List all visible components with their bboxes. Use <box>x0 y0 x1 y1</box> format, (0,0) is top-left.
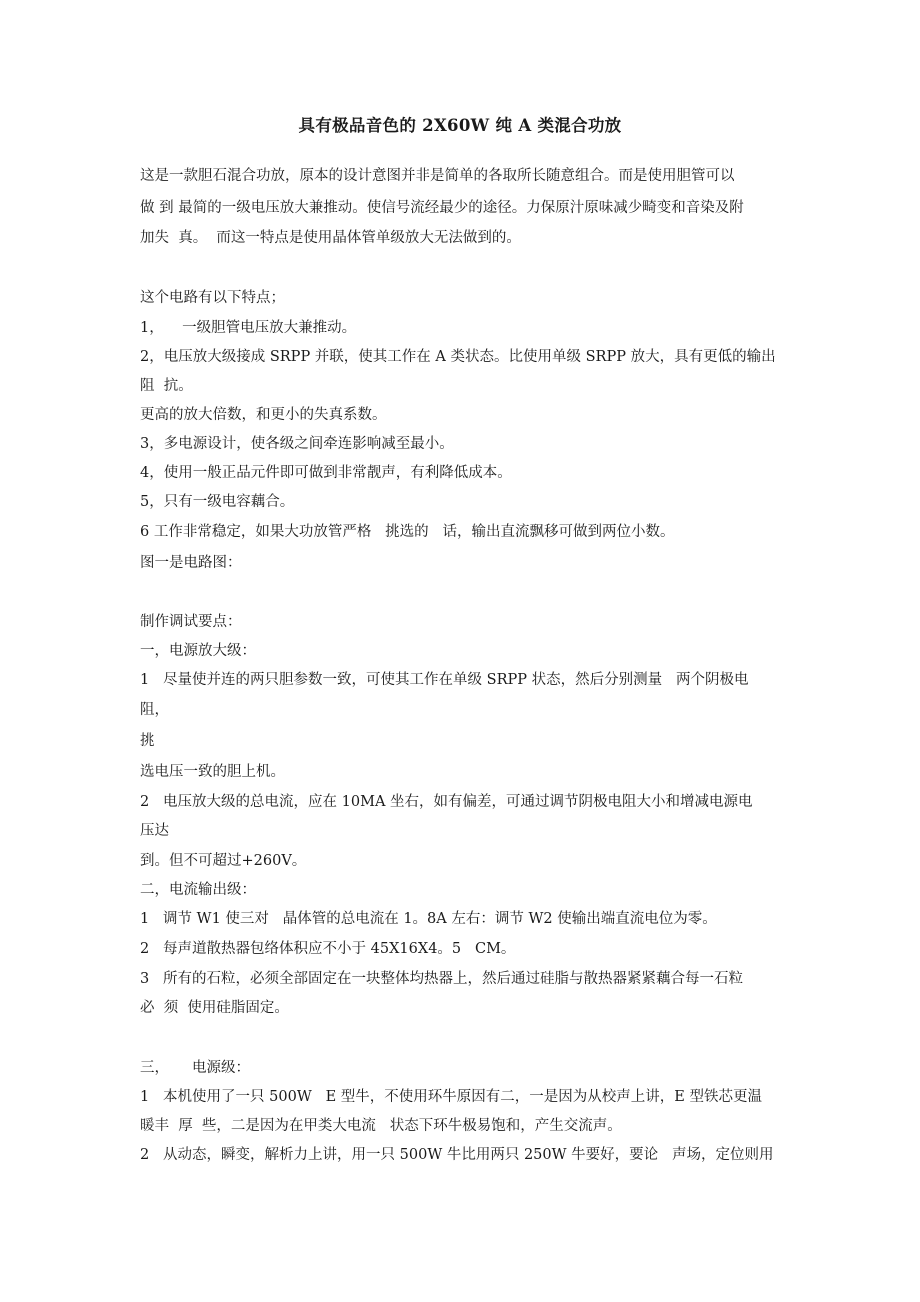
section-2-item-3-cont: 必 须 使用硅脂固定。 <box>140 1000 289 1016</box>
section-1-item-2: 2 电压放大级的总电流，应在 10MA 坐右，如有偏差，可通过调节阴极电阻大小和增减电源电 <box>140 794 753 810</box>
intro-line-1: 这是一款胆石混合功放，原本的设计意图并非是简单的各取所长随意组合。而是使用胆管可以 <box>140 168 735 184</box>
section-1-item-2-cont-2: 到。但不可超过+260V。 <box>140 853 307 869</box>
section-2-heading: 二，电流输出级： <box>140 882 256 898</box>
feature-4: 4，使用一般正品元件即可做到非常靓声，有利降低成本。 <box>140 465 512 481</box>
section-1-item-2-cont: 压达 <box>140 823 169 839</box>
intro-line-2: 做 到 最简的一级电压放大兼推动。使信号流经最少的途径。力保原汁原味减少畸变和音染及附 <box>140 200 744 216</box>
section-1-item-1-cont-3: 选电压一致的胆上机。 <box>140 764 285 780</box>
section-1-heading: 一，电源放大级： <box>140 643 256 659</box>
tuning-heading: 制作调试要点： <box>140 614 242 630</box>
section-3-item-1-cont: 暖丰 厚 些，二是因为在甲类大电流 状态下环牛极易饱和，产生交流声。 <box>140 1118 622 1134</box>
section-1-item-1-cont: 阻， <box>140 702 169 718</box>
feature-2-cont-2: 更高的放大倍数，和更小的失真系数。 <box>140 407 387 423</box>
feature-2-cont: 阻 抗。 <box>140 378 193 394</box>
section-2-item-1: 1 调节 W1 使三对 晶体管的总电流在 1。8A 左右：调节 W2 使输出端直流电位为零。 <box>140 911 717 927</box>
document-title: 具有极品音色的 2X60W 纯 A 类混合功放 <box>298 116 622 135</box>
feature-1: 1， 一级胆管电压放大兼推动。 <box>140 320 357 336</box>
feature-2: 2，电压放大级接成 SRPP 并联，使其工作在 A 类状态。比使用单级 SRPP 放大，具有更低的输出 <box>140 349 776 365</box>
feature-6: 6 工作非常稳定，如果大功放管严格 挑选的 话，输出直流飘移可做到两位小数。 <box>140 524 675 540</box>
intro-line-3: 加失 真。 而这一特点是使用晶体管单级放大无法做到的。 <box>140 230 521 246</box>
feature-5: 5，只有一级电容藕合。 <box>140 494 295 510</box>
section-3-item-2: 2 从动态，瞬变，解析力上讲，用一只 500W 牛比用两只 250W 牛要好，要论 声场，定位则用 <box>140 1147 774 1163</box>
section-3-heading: 三， 电源级： <box>140 1060 251 1076</box>
feature-3: 3，多电源设计，使各级之间牵连影响减至最小。 <box>140 436 454 452</box>
section-2-item-2: 2 每声道散热器包络体积应不小于 45X16X4。5 CM。 <box>140 941 516 957</box>
section-2-item-3: 3 所有的石粒，必须全部固定在一块整体均热器上，然后通过硅脂与散热器紧紧藕合每一石粒 <box>140 971 744 987</box>
features-heading: 这个电路有以下特点； <box>140 290 285 306</box>
figure-caption: 图一是电路图： <box>140 555 242 571</box>
section-1-item-1: 1 尽量使并连的两只胆参数一致，可使其工作在单级 SRPP 状态，然后分别测量 两个阴极电 <box>140 672 749 688</box>
section-1-item-1-cont-2: 挑 <box>140 733 155 749</box>
section-3-item-1: 1 本机使用了一只 500W E 型牛，不使用环牛原因有二，一是因为从校声上讲，E 型铁芯更温 <box>140 1089 762 1105</box>
